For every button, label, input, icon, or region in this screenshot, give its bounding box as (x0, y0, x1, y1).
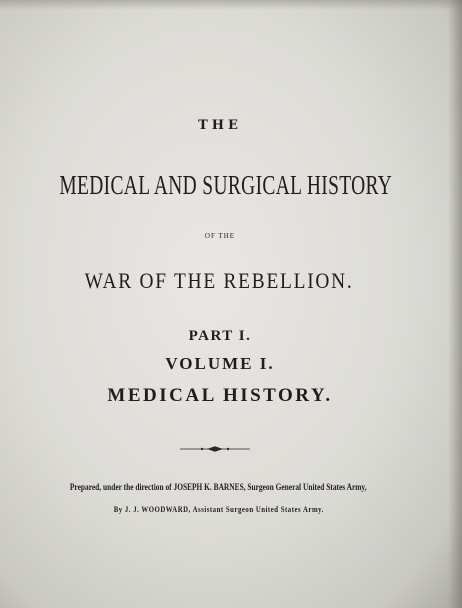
page-top-shadow (0, 0, 462, 10)
title-connector: OF THE (204, 232, 236, 240)
volume-number: VOLUME I. (165, 354, 275, 373)
main-title-line2: WAR OF THE REBELLION. (84, 268, 354, 293)
ornamental-rule (180, 444, 250, 454)
author-line: By J. J. WOODWARD, Assistant Surgeon United States Army. (113, 505, 324, 514)
prepared-by-line: Prepared, under the direction of JOSEPH K. BARNES, Surgeon General United States Army, (69, 483, 367, 493)
page-right-shadow (448, 0, 462, 608)
main-title-line1: MEDICAL AND SURGICAL HISTORY (59, 170, 393, 200)
part-number: PART I. (188, 328, 252, 344)
volume-subtitle: MEDICAL HISTORY. (107, 385, 333, 406)
title-article: THE (198, 118, 242, 133)
